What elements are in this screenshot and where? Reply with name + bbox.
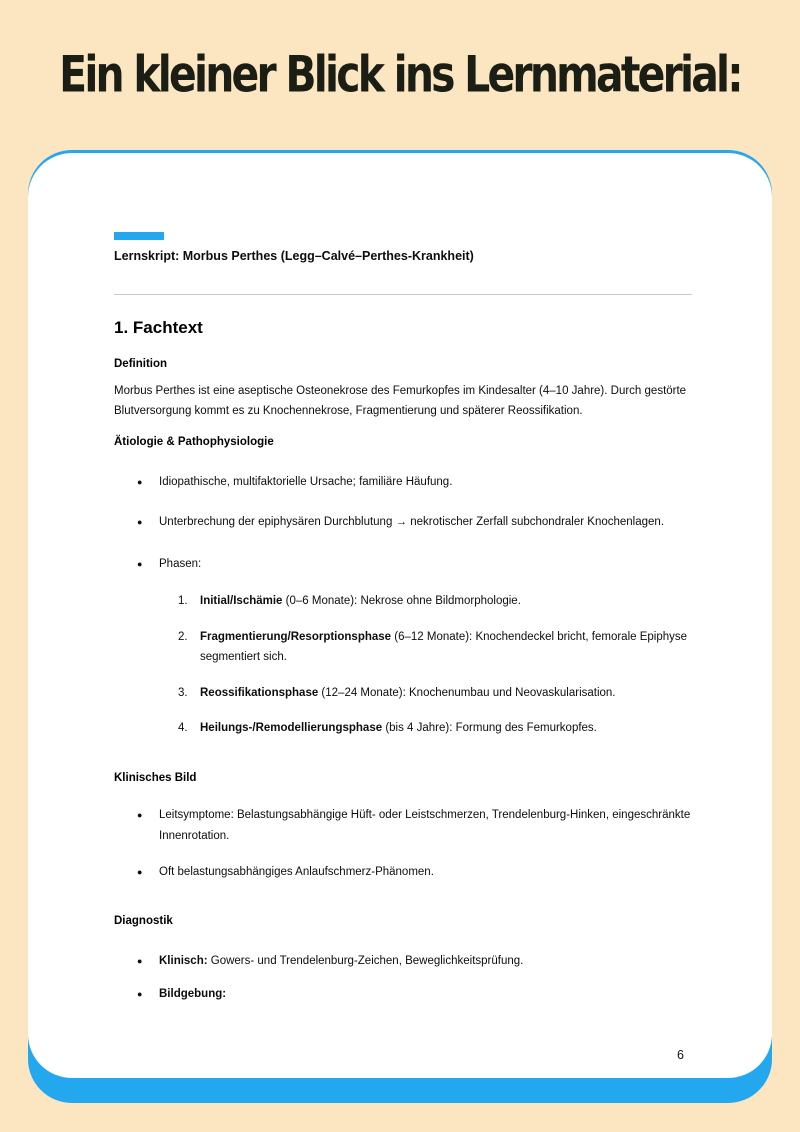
phase-name: Heilungs-/Remodellierungsphase	[200, 722, 383, 734]
phase-name: Reossifikationsphase	[200, 686, 319, 699]
numbered-item-text	[200, 591, 692, 612]
list-number: 3.	[178, 686, 188, 699]
bullet-icon: ●	[137, 516, 143, 527]
list-item-text: Phasen:	[159, 557, 202, 570]
bullet-icon: ●	[137, 810, 143, 820]
phase-detail: (0–6 Monate): Nekrose ohne Bildmorphologie.	[282, 595, 521, 607]
numbered-item	[114, 683, 692, 704]
list-item-text	[159, 984, 692, 1005]
numbered-item-text	[200, 627, 692, 668]
numbered-item	[114, 627, 692, 668]
header-divider	[114, 294, 692, 295]
bullet-icon: ●	[137, 988, 143, 999]
term-label: Bildgebung:	[159, 987, 227, 1000]
phase-detail: (12–24 Monate): Knochenumbau und Neovaskularisation.	[318, 686, 616, 699]
list-item	[114, 554, 692, 575]
phase-name: Fragmentierung/Resorptionsphase	[200, 630, 392, 643]
document-content	[114, 232, 692, 1004]
page-number: 6	[677, 1048, 684, 1062]
list-item-text	[159, 951, 692, 972]
list-item-text: Leitsymptome: Belastungsabhängige Hüft- oder Leistschmerzen, Trendelenburg-Hinken, eingeschränkte Innenrotation.	[159, 809, 691, 842]
list-item	[114, 509, 692, 536]
list-item-text: Oft belastungsabhängiges Anlaufschmerz-Phänomen.	[159, 866, 434, 878]
heading-aetiologie: Ätiologie & Pathophysiologie	[114, 435, 274, 448]
document-card	[28, 150, 772, 1103]
list-item	[114, 984, 692, 1005]
list-number: 2.	[178, 630, 188, 643]
bullet-icon: ●	[137, 956, 143, 966]
document-page	[28, 153, 772, 1078]
list-item-text: Unterbrechung der epiphysären Durchblutung → nekrotischer Zerfall subchondraler Knochenlagen.	[159, 515, 665, 528]
list-number: 1.	[178, 595, 188, 607]
numbered-item	[114, 718, 692, 739]
phase-detail: (6–12 Monate): Knochendeckel bricht, femorale Epiphyse segmentiert sich.	[200, 630, 688, 663]
phase-detail: (bis 4 Jahre): Formung des Femurkopfes.	[382, 722, 597, 734]
term-detail: Gowers- und Trendelenburg-Zeichen, Beweglichkeitsprüfung.	[207, 955, 524, 967]
list-item-text: Idiopathische, multifaktorielle Ursache; familiäre Häufung.	[159, 476, 453, 488]
list-number: 4.	[178, 722, 188, 734]
definition-paragraph: Morbus Perthes ist eine aseptische Osteonekrose des Femurkopfes im Kindesalter (4–10 Jahre). Durch gestörte Blutversorgung kommt es zu Knochennekrose, Fragmentierung und späterer Reossifikation.	[114, 384, 687, 417]
bullet-icon: ●	[137, 867, 143, 877]
list-item	[114, 951, 692, 972]
list-item	[114, 862, 692, 883]
page-title: Ein kleiner Blick ins Lernmaterial:	[59, 46, 741, 105]
header-accent-bar	[114, 232, 164, 240]
numbered-item	[114, 591, 692, 612]
heading-diagnostik: Diagnostik	[114, 914, 173, 927]
numbered-item-text	[200, 683, 692, 704]
term-label: Klinisch:	[159, 955, 208, 967]
list-item	[114, 805, 692, 846]
heading-klinisches-bild: Klinisches Bild	[114, 771, 197, 784]
bullet-icon: ●	[137, 558, 143, 569]
list-item	[114, 472, 692, 493]
phase-name: Initial/Ischämie	[200, 595, 283, 607]
heading-definition: Definition	[114, 358, 168, 370]
document-header-title: Lernskript: Morbus Perthes (Legg–Calvé–Perthes-Krankheit)	[114, 249, 474, 263]
section-heading-fachtext: 1. Fachtext	[114, 317, 203, 337]
numbered-item-text	[200, 718, 692, 739]
bullet-icon: ●	[137, 477, 143, 487]
